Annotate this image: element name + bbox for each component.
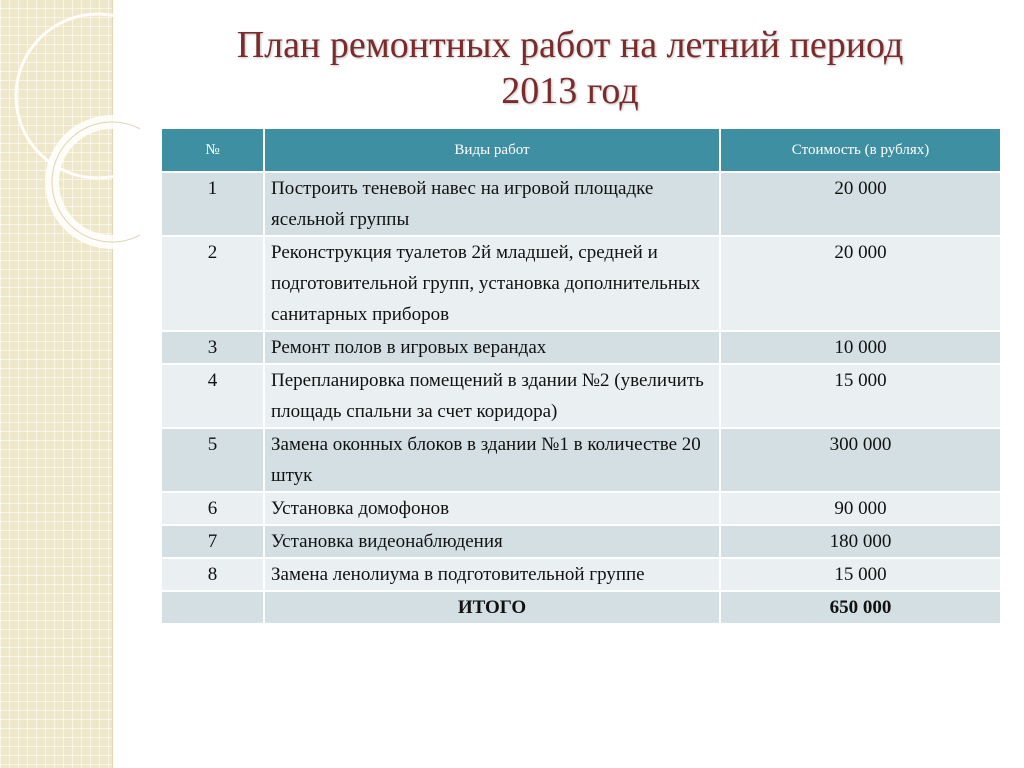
row-number: 5 <box>161 428 264 492</box>
table-row <box>161 525 1001 558</box>
row-cost: 180 000 <box>720 525 1001 558</box>
row-work: Реконструкция туалетов 2й младшей, средней и подготовительной групп, установка дополнительных санитарных приборов <box>264 236 720 331</box>
table-header-row <box>161 128 1001 172</box>
row-number: 4 <box>161 364 264 428</box>
header-work-type: Виды работ <box>264 128 720 172</box>
row-work: Ремонт полов в игровых верандах <box>264 331 720 364</box>
row-cost: 300 000 <box>720 428 1001 492</box>
row-cost: 20 000 <box>720 236 1001 331</box>
table-row <box>161 331 1001 364</box>
row-cost: 20 000 <box>720 172 1001 236</box>
row-cost: 10 000 <box>720 331 1001 364</box>
total-label: ИТОГО <box>264 591 720 624</box>
row-work: Замена оконных блоков в здании №1 в количестве 20 штук <box>264 428 720 492</box>
row-cost: 15 000 <box>720 558 1001 591</box>
row-cost: 90 000 <box>720 492 1001 525</box>
row-cost: 15 000 <box>720 364 1001 428</box>
row-number: 6 <box>161 492 264 525</box>
row-work: Построить теневой навес на игровой площадке ясельной группы <box>264 172 720 236</box>
row-work: Замена ленолиума в подготовительной группе <box>264 558 720 591</box>
table-row <box>161 428 1001 492</box>
total-row <box>161 591 1001 624</box>
decorative-rings-icon <box>0 0 140 260</box>
row-number: 1 <box>161 172 264 236</box>
total-cost: 650 000 <box>720 591 1001 624</box>
title-line-2: 2013 год <box>501 70 639 112</box>
header-cost: Стоимость (в рублях) <box>720 128 1001 172</box>
header-number: № <box>161 128 264 172</box>
row-number: 8 <box>161 558 264 591</box>
works-table <box>160 127 1002 625</box>
total-number <box>161 591 264 624</box>
row-work: Установка домофонов <box>264 492 720 525</box>
row-work: Установка видеонаблюдения <box>264 525 720 558</box>
row-number: 3 <box>161 331 264 364</box>
table-row <box>161 492 1001 525</box>
row-work: Перепланировка помещений в здании №2 (увеличить площадь спальни за счет коридора) <box>264 364 720 428</box>
row-number: 2 <box>161 236 264 331</box>
slide-title <box>150 22 990 114</box>
title-line-1: План ремонтных работ на летний период <box>236 24 904 66</box>
table-row <box>161 236 1001 331</box>
row-number: 7 <box>161 525 264 558</box>
table-row <box>161 364 1001 428</box>
table-row <box>161 172 1001 236</box>
table-row <box>161 558 1001 591</box>
